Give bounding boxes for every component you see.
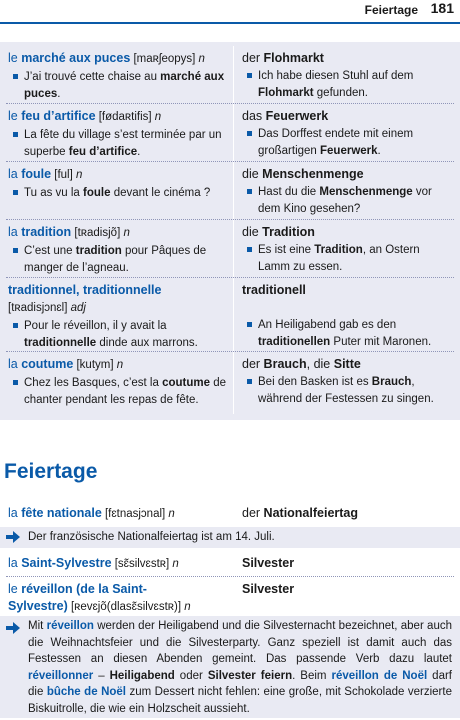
de-headword: Silvester bbox=[242, 582, 295, 596]
headword: feu d’artifice bbox=[21, 109, 96, 123]
part-of-speech: n bbox=[195, 53, 205, 65]
headword: fête nationale bbox=[21, 506, 102, 520]
bullet-square-icon bbox=[247, 131, 252, 136]
section-title: Feiertage bbox=[4, 460, 98, 483]
running-title: Feiertage bbox=[364, 3, 418, 17]
bullet-square-icon bbox=[13, 190, 18, 195]
article: le bbox=[8, 51, 22, 65]
entry-divider bbox=[6, 351, 454, 352]
bullet-square-icon bbox=[13, 132, 18, 137]
french-side: la foule [ful] n Tu as vu la foule devant le cinéma ? bbox=[8, 166, 228, 202]
headword-cont: Sylvestre) bbox=[8, 599, 68, 613]
german-example: Ich habe diesen Stuhl auf dem Flohmarkt gefunden. bbox=[242, 68, 454, 101]
info-note-national-day bbox=[0, 527, 460, 548]
entry-divider bbox=[6, 576, 454, 577]
bullet-square-icon bbox=[247, 247, 252, 252]
column-divider bbox=[233, 46, 234, 414]
arrow-right-icon bbox=[6, 622, 20, 634]
bullet-square-icon bbox=[247, 379, 252, 384]
german-side: die Menschenmenge Hast du die Menschenmenge vor dem Kino gesehen? bbox=[242, 166, 454, 217]
german-example: Es ist eine Tradition, an Ostern Lamm zu essen. bbox=[242, 242, 454, 275]
bullet-square-icon bbox=[13, 380, 18, 385]
de-headword: Menschenmenge bbox=[262, 167, 364, 181]
pronunciation: [maʀʃeopys] bbox=[130, 53, 196, 65]
entry-divider bbox=[6, 219, 454, 220]
bullet-square-icon bbox=[247, 322, 252, 327]
french-example: C’est une tradition pour Pâques de manger de l’agneau. bbox=[8, 243, 228, 276]
de-headword-2: Sitte bbox=[333, 357, 361, 371]
german-side bbox=[242, 50, 454, 101]
french-example: J’ai trouvé cette chaise au marché aux puces. bbox=[8, 69, 228, 102]
page-number: 181 bbox=[430, 0, 454, 16]
french-side: la tradition [tʀadisjõ] n C’est une tradition pour Pâques de manger de l’agneau. bbox=[8, 224, 228, 276]
german-side bbox=[242, 282, 454, 350]
de-headword: Tradition bbox=[262, 225, 315, 239]
page-header bbox=[0, 0, 460, 22]
note-text: Der französische Nationalfeiertag ist am 14. Juli. bbox=[28, 531, 275, 543]
headword: Saint-Sylvestre bbox=[21, 556, 112, 570]
german-example: An Heiligabend gab es den traditionellen Puter mit Maronen. bbox=[242, 317, 454, 350]
part-of-speech: adj bbox=[67, 302, 86, 314]
headword: tradition bbox=[21, 225, 72, 239]
headword: traditionnel, traditionnelle bbox=[8, 283, 162, 297]
note-text: Mit réveillon werden der Heiligabend und die Silvesternacht bezeichnet, aber auch die Weihnachtsfeier und die Silvesterparty. Ganz speziell ist damit auch das Festessen an diesen Abenden gemeint. Das passende Verb dazu lautet réveillonner – Heiligabend oder Silvester feiern. Beim réveillon de Noël darf die bûche de Noël zum Dessert nicht fehlen: eine große, mit Schokolade verzierte Biskuitrolle, die wie ein Holzscheit aussieht. bbox=[28, 620, 452, 715]
german-example: Bei den Basken ist es Brauch, während der Festessen zu singen. bbox=[242, 374, 454, 407]
french-side bbox=[8, 50, 228, 102]
bullet-square-icon bbox=[247, 73, 252, 78]
de-headword: Brauch bbox=[263, 357, 307, 371]
french-example: Tu as vu la foule devant le cinéma ? bbox=[8, 185, 228, 202]
french-side: le feu d’artifice [fødaʀtifis] n La fête du village s’est terminée par un superbe feu d’artifice. bbox=[8, 108, 228, 160]
headword: coutume bbox=[21, 357, 74, 371]
de-headword: traditionell bbox=[242, 283, 306, 297]
pronunciation: [tʀadisjɔnɛl] bbox=[8, 302, 68, 314]
french-example: Pour le réveillon, il y avait la traditionnelle dinde aux marrons. bbox=[8, 318, 228, 351]
bullet-square-icon bbox=[247, 189, 252, 194]
german-side: der Brauch, die Sitte Bei den Basken ist es Brauch, während der Festessen zu singen. bbox=[242, 356, 454, 407]
headword: réveillon (de la Saint- bbox=[21, 582, 147, 596]
info-note-reveillon bbox=[0, 616, 460, 718]
entry-divider bbox=[6, 277, 454, 278]
entry-divider bbox=[6, 103, 454, 104]
french-side bbox=[8, 282, 228, 351]
german-side: die Tradition Es ist eine Tradition, an Ostern Lamm zu essen. bbox=[242, 224, 454, 275]
de-headword: Nationalfeiertag bbox=[263, 506, 359, 520]
de-article: der bbox=[242, 51, 264, 65]
german-side: das Feuerwerk Das Dorffest endete mit einem großartigen Feuerwerk. bbox=[242, 108, 454, 159]
entry-divider bbox=[6, 161, 454, 162]
french-side: la coutume [kutym] n Chez les Basques, c’est la coutume de chanter pendant les repas de fête. bbox=[8, 356, 228, 408]
de-headword: Feuerwerk bbox=[265, 109, 329, 123]
arrow-right-icon bbox=[6, 531, 20, 543]
bullet-square-icon bbox=[13, 248, 18, 253]
german-example: Hast du die Menschenmenge vor dem Kino gesehen? bbox=[242, 184, 454, 217]
bullet-square-icon bbox=[13, 323, 18, 328]
de-headword: Silvester bbox=[242, 556, 295, 570]
french-example: Chez les Basques, c’est la coutume de chanter pendant les repas de fête. bbox=[8, 375, 228, 408]
header-rule bbox=[0, 22, 460, 24]
headword: foule bbox=[21, 167, 52, 181]
headword: marché aux puces bbox=[21, 51, 131, 65]
french-example: La fête du village s’est terminée par un superbe feu d’artifice. bbox=[8, 127, 228, 160]
bullet-square-icon bbox=[13, 74, 18, 79]
german-example: Das Dorffest endete mit einem großartigen Feuerwerk. bbox=[242, 126, 454, 159]
de-headword: Flohmarkt bbox=[263, 51, 324, 65]
